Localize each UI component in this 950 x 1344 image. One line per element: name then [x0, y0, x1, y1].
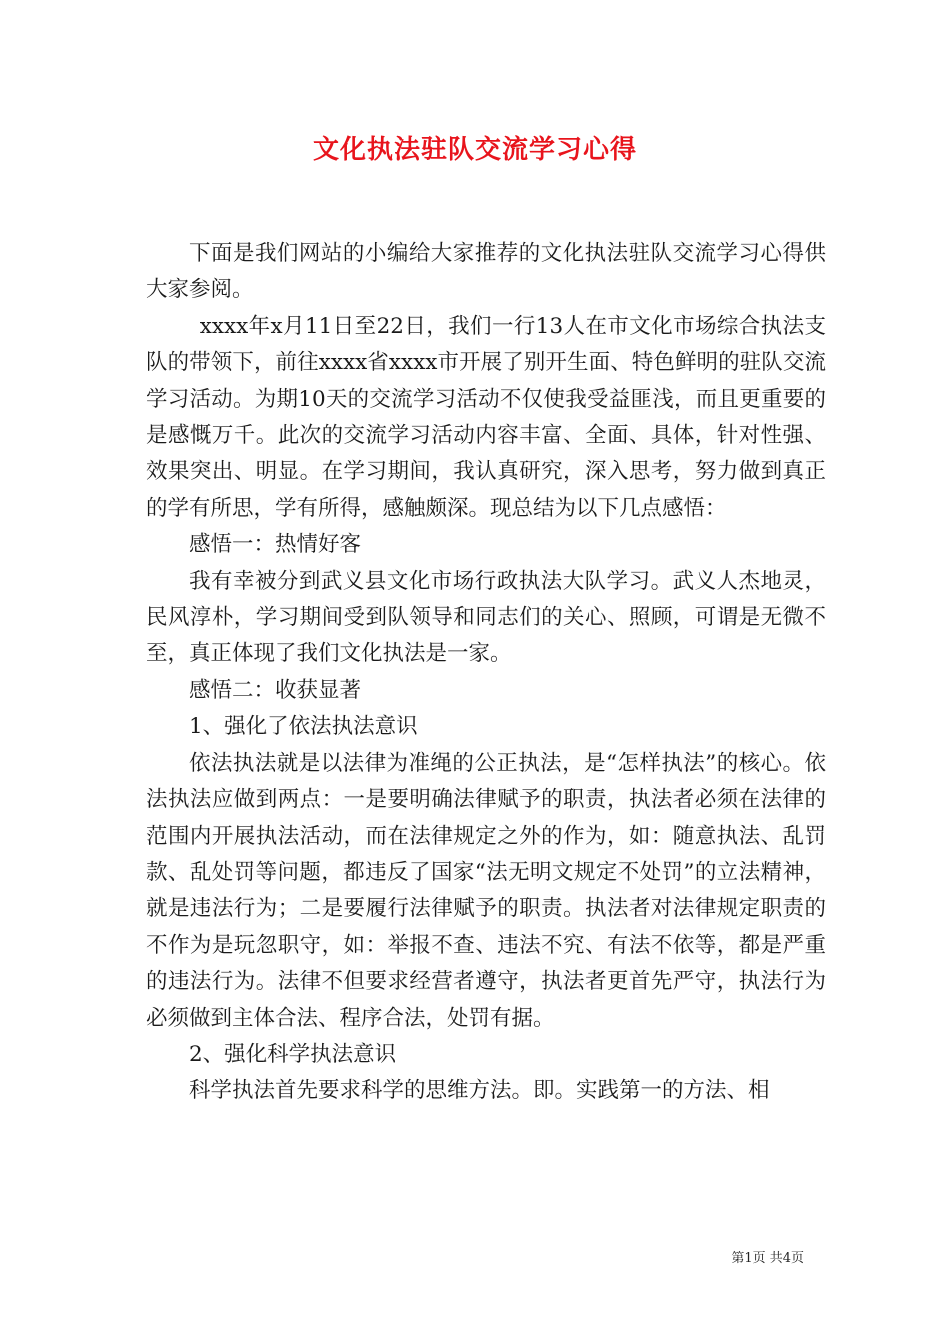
page-number: 第1页 共4页: [731, 1251, 804, 1266]
section-heading-2: 感悟二：收获显著: [189, 677, 362, 703]
paragraph-lawful-enforcement: 依法执法就是以法律为准绳的公正执法，是“怎样执法”的核心。依法执法应做到两点：一是要明确法律赋予的职责，执法者必须在法律的范围内开展执法活动，而在法律规定之外的作为，如：随意执法、乱罚款、乱处罚等问题，都违反了国家“法无明文规定不处罚”的立法精神，就是违法行为；二是要履行法律赋予的职责。执法者对法律规定职责的不作为是玩忽职守，如：举报不查、违法不究、有法不依等，都是严重的违法行为。法律不但要求经营者遵守，执法者更首先严守，执法行为必须做到主体合法、程序合法，处罚有据。: [146, 750, 826, 1031]
document-body: [146, 236, 826, 1110]
subheading-2: 2、强化科学执法意识: [189, 1041, 397, 1067]
paragraph-scientific-enforcement: 科学执法首先要求科学的思维方法。即。实践第一的方法、相: [189, 1078, 770, 1104]
paragraph-hospitality: 我有幸被分到武义县文化市场行政执法大队学习。武义人杰地灵，民风淳朴，学习期间受到队领导和同志们的关心、照顾，可谓是无微不至，真正体现了我们文化执法是一家。: [146, 568, 826, 667]
paragraph-background: xxxx年x月11日至22日，我们一行13人在市文化市场综合执法支队的带领下，前往xxxx省xxxx市开展了别开生面、特色鲜明的驻队交流学习活动。为期10天的交流学习活动不仅使我受益匪浅，而且更重要的是感慨万千。此次的交流学习活动内容丰富、全面、具体，针对性强、效果突出、明显。在学习期间，我认真研究，深入思考，努力做到真正的学有所思，学有所得，感触颇深。现总结为以下几点感悟：: [146, 313, 826, 521]
subheading-1: 1、强化了依法执法意识: [189, 714, 418, 740]
section-heading-1: 感悟一：热情好客: [189, 532, 362, 558]
document-title: 文化执法驻队交流学习心得: [312, 135, 637, 165]
paragraph-intro: 下面是我们网站的小编给大家推荐的文化执法驻队交流学习心得供大家参阅。: [146, 241, 826, 303]
